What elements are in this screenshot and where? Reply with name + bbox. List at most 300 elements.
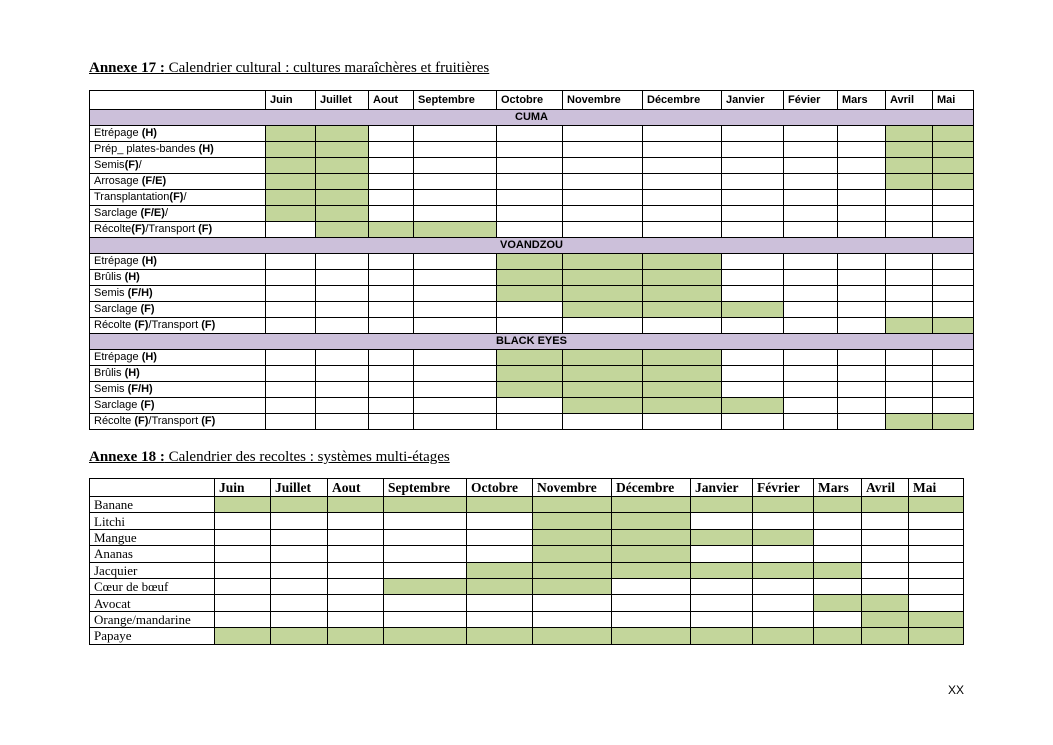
empty-cell [369, 158, 414, 174]
empty-cell [316, 366, 369, 382]
active-cell [533, 546, 612, 562]
crop-label: Avocat [90, 595, 215, 611]
empty-cell [784, 174, 838, 190]
empty-cell [414, 190, 497, 206]
empty-cell [563, 414, 643, 430]
active-cell [753, 529, 814, 545]
crop-label: Mangue [90, 529, 215, 545]
activity-row [90, 398, 974, 414]
active-cell [814, 562, 862, 578]
activity-suffix: / [138, 159, 142, 171]
empty-cell [814, 546, 862, 562]
empty-cell [266, 318, 316, 334]
empty-cell [933, 350, 974, 366]
active-cell [691, 562, 753, 578]
activity-name: Transplantation [94, 191, 170, 203]
activity-label [90, 350, 266, 366]
empty-cell [414, 254, 497, 270]
empty-cell [266, 302, 316, 318]
active-cell [909, 628, 964, 644]
empty-cell [838, 398, 886, 414]
active-cell [643, 302, 722, 318]
active-cell [933, 318, 974, 334]
empty-cell [384, 595, 467, 611]
activity-name: Etrépage [94, 351, 142, 363]
empty-cell [784, 222, 838, 238]
empty-cell [691, 578, 753, 594]
empty-cell [862, 513, 909, 529]
annex-17-body [90, 110, 974, 430]
empty-cell [643, 174, 722, 190]
empty-cell [414, 126, 497, 142]
activity-label [90, 254, 266, 270]
active-cell [271, 497, 328, 513]
active-cell [533, 562, 612, 578]
activity-name: Récolte [94, 223, 132, 235]
activity-row [90, 254, 974, 270]
month-header: Septembre [414, 91, 497, 110]
empty-cell [838, 286, 886, 302]
empty-cell [643, 222, 722, 238]
empty-cell [862, 562, 909, 578]
empty-cell [316, 254, 369, 270]
empty-cell [384, 562, 467, 578]
active-cell [266, 142, 316, 158]
month-header: Avril [886, 91, 933, 110]
annex-18-title [89, 449, 450, 466]
empty-cell [497, 126, 563, 142]
empty-cell [722, 206, 784, 222]
month-header: Févier [784, 91, 838, 110]
activity-row [90, 318, 974, 334]
empty-cell [612, 578, 691, 594]
empty-cell [643, 126, 722, 142]
empty-cell [215, 578, 271, 594]
activity-row [90, 286, 974, 302]
active-cell [533, 513, 612, 529]
empty-cell [467, 546, 533, 562]
active-cell [563, 254, 643, 270]
crop-row [90, 562, 964, 578]
active-cell [886, 158, 933, 174]
empty-cell [316, 302, 369, 318]
active-cell [814, 497, 862, 513]
activity-label [90, 190, 266, 206]
active-cell [814, 595, 862, 611]
crop-label: Papaye [90, 628, 215, 644]
active-cell [862, 611, 909, 627]
active-cell [753, 562, 814, 578]
active-cell [933, 174, 974, 190]
annex-17-title [89, 60, 489, 77]
empty-cell [933, 366, 974, 382]
active-cell [497, 366, 563, 382]
empty-cell [722, 286, 784, 302]
active-cell [316, 142, 369, 158]
empty-cell [909, 513, 964, 529]
active-cell [467, 497, 533, 513]
empty-cell [414, 158, 497, 174]
empty-cell [753, 513, 814, 529]
empty-cell [643, 318, 722, 334]
empty-cell [563, 174, 643, 190]
active-cell [328, 497, 384, 513]
active-cell [563, 350, 643, 366]
annex-17-text: Calendrier cultural : cultures maraîchères et fruitières [164, 60, 490, 76]
section-header: BLACK EYES [90, 334, 974, 350]
empty-cell [784, 318, 838, 334]
crop-row [90, 628, 964, 644]
empty-cell [369, 270, 414, 286]
active-cell [814, 628, 862, 644]
activity-name: Brûlis [94, 271, 125, 283]
section-header: VOANDZOU [90, 238, 974, 254]
active-cell [316, 174, 369, 190]
empty-cell [722, 158, 784, 174]
activity-code: (H) [141, 255, 157, 267]
empty-cell [909, 562, 964, 578]
empty-cell [886, 302, 933, 318]
empty-cell [414, 366, 497, 382]
empty-cell [467, 611, 533, 627]
empty-cell [384, 546, 467, 562]
empty-cell [784, 302, 838, 318]
empty-cell [266, 286, 316, 302]
activity-name: Récolte [94, 415, 135, 427]
activity-code: (H) [124, 271, 140, 283]
active-cell [862, 497, 909, 513]
annex-17-table [89, 90, 974, 430]
empty-cell [215, 546, 271, 562]
empty-cell [328, 529, 384, 545]
empty-cell [369, 254, 414, 270]
empty-cell [563, 158, 643, 174]
active-cell [612, 513, 691, 529]
empty-cell [862, 546, 909, 562]
empty-cell [533, 595, 612, 611]
activity-code: (F/E) [141, 175, 167, 187]
empty-cell [753, 595, 814, 611]
annex-18-header-row [90, 479, 964, 497]
active-cell [369, 222, 414, 238]
empty-cell [414, 382, 497, 398]
empty-cell [316, 414, 369, 430]
month-header: Aout [369, 91, 414, 110]
active-cell [467, 628, 533, 644]
empty-cell [215, 562, 271, 578]
empty-cell [643, 142, 722, 158]
activity-code: (H) [198, 143, 214, 155]
activity-code: (F) [124, 159, 139, 171]
empty-cell [497, 174, 563, 190]
empty-cell [369, 302, 414, 318]
activity-label [90, 398, 266, 414]
active-cell [316, 158, 369, 174]
empty-cell [784, 126, 838, 142]
active-cell [612, 546, 691, 562]
active-cell [497, 286, 563, 302]
month-header: Avril [862, 479, 909, 497]
empty-cell [271, 529, 328, 545]
month-header: Septembre [384, 479, 467, 497]
empty-cell [933, 222, 974, 238]
empty-cell [909, 546, 964, 562]
empty-cell [271, 595, 328, 611]
activity-name: Semis [94, 159, 125, 171]
month-header: Juin [266, 91, 316, 110]
empty-cell [838, 222, 886, 238]
empty-cell [497, 398, 563, 414]
empty-cell [369, 318, 414, 334]
active-cell [316, 206, 369, 222]
empty-cell [722, 350, 784, 366]
crop-row [90, 513, 964, 529]
active-cell [563, 286, 643, 302]
month-header: Novembre [533, 479, 612, 497]
empty-cell [753, 578, 814, 594]
empty-cell [784, 414, 838, 430]
active-cell [643, 382, 722, 398]
empty-cell [722, 142, 784, 158]
activity-code: (F) [169, 191, 184, 203]
activity-code: (F/H) [127, 383, 153, 395]
empty-cell [691, 546, 753, 562]
activity-code: (H) [141, 351, 157, 363]
active-cell [933, 142, 974, 158]
month-header: Novembre [563, 91, 643, 110]
empty-cell [753, 611, 814, 627]
empty-cell [271, 611, 328, 627]
active-cell [612, 497, 691, 513]
active-cell [533, 578, 612, 594]
active-cell [722, 302, 784, 318]
empty-cell [414, 174, 497, 190]
empty-cell [933, 190, 974, 206]
empty-cell [328, 611, 384, 627]
empty-cell [722, 254, 784, 270]
empty-cell [215, 529, 271, 545]
active-cell [467, 578, 533, 594]
empty-cell [814, 513, 862, 529]
empty-cell [414, 206, 497, 222]
crop-label: Jacquier [90, 562, 215, 578]
header-row [90, 91, 974, 110]
activity-code: (F) [140, 399, 155, 411]
active-cell [612, 529, 691, 545]
empty-cell [691, 611, 753, 627]
header-row [90, 479, 964, 497]
active-cell [533, 529, 612, 545]
activity-name: Récolte [94, 319, 135, 331]
empty-cell [862, 578, 909, 594]
empty-cell [722, 222, 784, 238]
activity-row [90, 382, 974, 398]
activity-name: Prép_ plates-bandes [94, 143, 199, 155]
activity-row [90, 350, 974, 366]
section-header: CUMA [90, 110, 974, 126]
active-cell [643, 350, 722, 366]
active-cell [691, 497, 753, 513]
empty-cell [497, 206, 563, 222]
active-cell [563, 398, 643, 414]
empty-cell [266, 414, 316, 430]
active-cell [933, 158, 974, 174]
annex-18-body [90, 497, 964, 645]
empty-cell [886, 206, 933, 222]
header-corner [90, 479, 215, 497]
month-header: Juin [215, 479, 271, 497]
page-number: XX [948, 683, 965, 697]
activity-name: Semis [94, 287, 128, 299]
active-cell [384, 578, 467, 594]
activity-code: (F/H) [127, 287, 153, 299]
activity-code: (F/E) [140, 207, 165, 219]
empty-cell [643, 206, 722, 222]
empty-cell [369, 382, 414, 398]
crop-row [90, 546, 964, 562]
activity-code: (F) [201, 415, 216, 427]
activity-row [90, 366, 974, 382]
activity-label [90, 302, 266, 318]
empty-cell [722, 382, 784, 398]
empty-cell [563, 318, 643, 334]
empty-cell [369, 206, 414, 222]
empty-cell [271, 513, 328, 529]
activity-name: Sarclage [94, 399, 141, 411]
empty-cell [328, 578, 384, 594]
empty-cell [722, 270, 784, 286]
active-cell [533, 497, 612, 513]
active-cell [862, 595, 909, 611]
empty-cell [933, 382, 974, 398]
annex-17-label: Annexe 17 : [89, 60, 165, 76]
empty-cell [838, 302, 886, 318]
empty-cell [369, 126, 414, 142]
crop-label: Cœur de bœuf [90, 578, 215, 594]
activity-suffix: /Transport [148, 415, 202, 427]
active-cell [497, 270, 563, 286]
empty-cell [316, 286, 369, 302]
empty-cell [215, 513, 271, 529]
empty-cell [369, 350, 414, 366]
empty-cell [467, 595, 533, 611]
empty-cell [563, 206, 643, 222]
empty-cell [467, 529, 533, 545]
month-header: Octobre [467, 479, 533, 497]
empty-cell [753, 546, 814, 562]
empty-cell [271, 578, 328, 594]
active-cell [328, 628, 384, 644]
empty-cell [784, 206, 838, 222]
empty-cell [414, 286, 497, 302]
active-cell [497, 254, 563, 270]
activity-label [90, 414, 266, 430]
empty-cell [784, 382, 838, 398]
empty-cell [414, 318, 497, 334]
empty-cell [369, 414, 414, 430]
active-cell [643, 286, 722, 302]
activity-row [90, 190, 974, 206]
crop-label: Orange/mandarine [90, 611, 215, 627]
empty-cell [328, 562, 384, 578]
empty-cell [612, 611, 691, 627]
empty-cell [784, 350, 838, 366]
header-corner [90, 91, 266, 110]
empty-cell [814, 578, 862, 594]
empty-cell [563, 222, 643, 238]
active-cell [467, 562, 533, 578]
empty-cell [722, 190, 784, 206]
active-cell [215, 628, 271, 644]
active-cell [533, 628, 612, 644]
active-cell [215, 497, 271, 513]
empty-cell [784, 366, 838, 382]
active-cell [933, 414, 974, 430]
empty-cell [784, 142, 838, 158]
annex-18-text: Calendrier des recoltes : systèmes multi-étages [164, 449, 450, 465]
empty-cell [886, 366, 933, 382]
active-cell [384, 497, 467, 513]
empty-cell [266, 350, 316, 366]
active-cell [316, 190, 369, 206]
empty-cell [497, 318, 563, 334]
active-cell [563, 270, 643, 286]
active-cell [266, 158, 316, 174]
month-header: Aout [328, 479, 384, 497]
empty-cell [691, 595, 753, 611]
empty-cell [784, 190, 838, 206]
empty-cell [316, 270, 369, 286]
activity-label [90, 126, 266, 142]
active-cell [643, 366, 722, 382]
activity-row [90, 270, 974, 286]
empty-cell [814, 611, 862, 627]
active-cell [886, 142, 933, 158]
empty-cell [563, 142, 643, 158]
month-header: Mai [933, 91, 974, 110]
empty-cell [814, 529, 862, 545]
empty-cell [643, 158, 722, 174]
month-header: Mars [814, 479, 862, 497]
crop-label: Ananas [90, 546, 215, 562]
active-cell [563, 302, 643, 318]
empty-cell [369, 142, 414, 158]
activity-code: (F) [131, 223, 146, 235]
activity-label [90, 158, 266, 174]
activity-suffix: /Transport [145, 223, 199, 235]
empty-cell [414, 414, 497, 430]
active-cell [271, 628, 328, 644]
month-header: Décembre [612, 479, 691, 497]
activity-code: (F) [140, 303, 155, 315]
active-cell [316, 222, 369, 238]
empty-cell [838, 254, 886, 270]
active-cell [612, 562, 691, 578]
activity-label [90, 270, 266, 286]
activity-name: Etrépage [94, 127, 142, 139]
empty-cell [497, 414, 563, 430]
empty-cell [369, 398, 414, 414]
activity-label [90, 142, 266, 158]
section-row [90, 334, 974, 350]
empty-cell [838, 158, 886, 174]
empty-cell [643, 190, 722, 206]
empty-cell [784, 158, 838, 174]
empty-cell [722, 414, 784, 430]
empty-cell [838, 190, 886, 206]
active-cell [722, 398, 784, 414]
crop-row [90, 595, 964, 611]
